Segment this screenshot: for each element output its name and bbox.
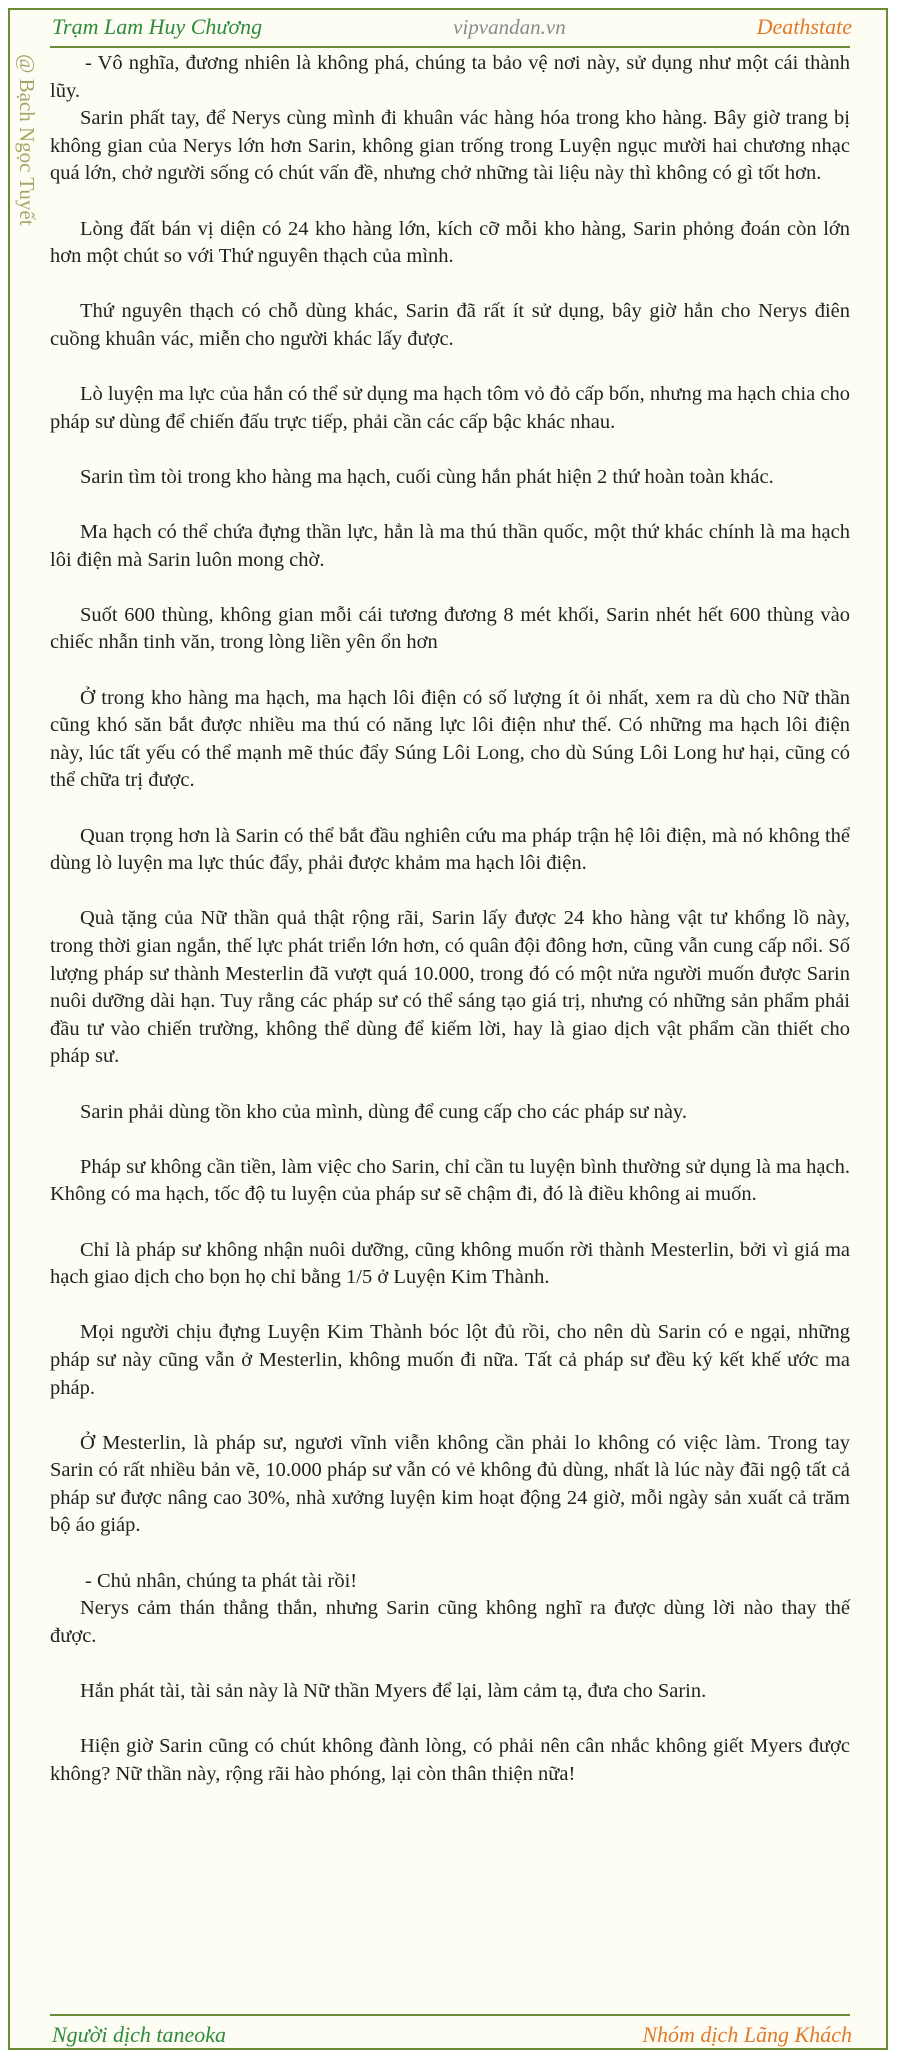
chapter-body [50,50,850,1816]
paragraph: Sarin phải dùng tồn kho của mình, dùng để cung cấp cho các pháp sư này. [80,1100,687,1123]
paragraph: - Vô nghĩa, đương nhiên là không phá, chúng ta bảo vệ nơi này, sử dụng như một cái thành lũy. [50,52,850,102]
dialogue-line: - Chủ nhân, chúng ta phát tài rồi! [85,1569,358,1592]
paragraph: Hắn phát tài, tài sản này là Nữ thần Myers để lại, làm cảm tạ, đưa cho Sarin. [80,1680,707,1703]
paragraph: Ở trong kho hàng ma hạch, ma hạch lôi điện có số lượng ít ỏi nhất, xem ra dù cho Nữ thần cũng khó săn bắt được nhiều ma thú có năng lực lôi điện như thế. Có những ma hạch lôi điện này, lúc tất yếu có thể mạnh mẽ thúc đẩy Súng Lôi Long, cho dù Súng Lôi Long hư hại, cũng có thể chữa trị được. [50,686,850,792]
paragraph: Suốt 600 thùng, không gian mỗi cái tương đương 8 mét khối, Sarin nhét hết 600 thùng vào chiếc nhẫn tinh văn, trong lòng liền yên ổn hơn [50,603,850,654]
page-header [52,8,852,46]
paragraph: Sarin phất tay, để Nerys cùng mình đi khuân vác hàng hóa trong kho hàng. Bây giờ trang bị không gian của Nerys lớn hơn Sarin, không gian trống trong Luyện ngục mười hai chương nhạc quá lớn, chở người sống có chút vấn đề, nhưng chở những tài liệu này thì không có gì tốt hơn. [50,107,850,185]
paragraph: Thứ nguyên thạch có chỗ dùng khác, Sarin đã rất ít sử dụng, bây giờ hắn cho Nerys điên cuồng khuân vác, miễn cho người khác lấy được. [50,300,850,350]
paragraph: Sarin tìm tòi trong kho hàng ma hạch, cuối cùng hắn phát hiện 2 thứ hoàn toàn khác. [80,465,774,488]
paragraph: Hiện giờ Sarin cũng có chút không đành lòng, có phải nên cân nhắc không giết Myers được không? Nữ thần này, rộng rãi hào phóng, lại còn thân thiện nữa! [50,1735,850,1785]
header-divider [50,46,850,48]
paragraph: Quan trọng hơn là Sarin có thể bắt đầu nghiên cứu ma pháp trận hệ lôi điện, mà nó không thể dùng lò luyện ma lực thúc đẩy, phải được khảm ma hạch lôi điện. [50,824,850,875]
header-uploader: Deathstate [756,14,852,39]
paragraph: Pháp sư không cần tiền, làm việc cho Sarin, chỉ cần tu luyện bình thường sử dụng là ma hạch. Không có ma hạch, tốc độ tu luyện của pháp sư sẽ chậm đi, đó là điều không ai muốn. [50,1155,850,1206]
header-station-title: Trạm Lam Huy Chương [52,14,263,39]
footer-translator: Người dịch taneoka [52,2022,227,2047]
paragraph: Ma hạch có thể chứa đựng thần lực, hẳn là ma thú thần quốc, một thứ khác chính là ma hạch lôi điện mà Sarin luôn mong chờ. [50,521,850,571]
paragraph: Lòng đất bán vị diện có 24 kho hàng lớn, kích cỡ mỗi kho hàng, Sarin phỏng đoán còn lớn hơn một chút so với Thứ nguyên thạch của mình. [50,217,850,268]
footer-divider [50,2014,850,2016]
paragraph: Quà tặng của Nữ thần quả thật rộng rãi, Sarin lấy được 24 kho hàng vật tư khổng lồ này, trong thời gian ngắn, thế lực phát triển lớn hơn, có quân đội đông hơn, cũng vẫn cung cấp nổi. Số lượng pháp sư thành Mesterlin đã vượt quá 10.000, trong đó có một nửa người muốn được Sarin nuôi dưỡng dài hạn. Tuy rằng các pháp sư có thể sáng tạo giá trị, nhưng có những sản phẩm phải đầu tư vào chiến trường, không thể dùng để kiếm lời, hay là giao dịch vật phẩm cần thiết cho pháp sư. [50,907,850,1068]
page-footer [52,2018,852,2052]
paragraph: Ở Mesterlin, là pháp sư, ngươi vĩnh viễn không cần phải lo không có việc làm. Trong tay Sarin có rất nhiều bản vẽ, 10.000 pháp sư vẫn có vẻ không đủ dùng, nhất là lúc này đãi ngộ tất cả pháp sư được nâng cao 30%, nhà xưởng luyện kim hoạt động 24 giờ, mỗi ngày sản xuất cả trăm bộ áo giáp. [50,1431,850,1537]
paragraph: Lò luyện ma lực của hắn có thể sử dụng ma hạch tôm vỏ đỏ cấp bốn, nhưng ma hạch chia cho pháp sư dùng để chiến đấu trực tiếp, phải cần các cấp bậc khác nhau. [50,383,850,433]
paragraph: Mọi người chịu đựng Luyện Kim Thành bóc lột đủ rồi, cho nên dù Sarin có e ngại, những pháp sư này cũng vẫn ở Mesterlin, không muốn đi nữa. Tất cả pháp sư đều ký kết khế ước ma pháp. [50,1321,850,1399]
header-site: vipvandan.vn [453,14,566,39]
paragraph: Nerys cảm thán thẳng thắn, nhưng Sarin cũng không nghĩ ra được dùng lời nào thay thế được. [50,1597,850,1647]
side-watermark: @ Bạch Ngọc Tuyết [15,54,39,226]
paragraph: Chỉ là pháp sư không nhận nuôi dưỡng, cũng không muốn rời thành Mesterlin, bởi vì giá ma hạch giao dịch cho bọn họ chỉ bằng 1/5 ở Luyện Kim Thành. [50,1238,850,1289]
footer-group: Nhóm dịch Lãng Khách [642,2022,852,2047]
